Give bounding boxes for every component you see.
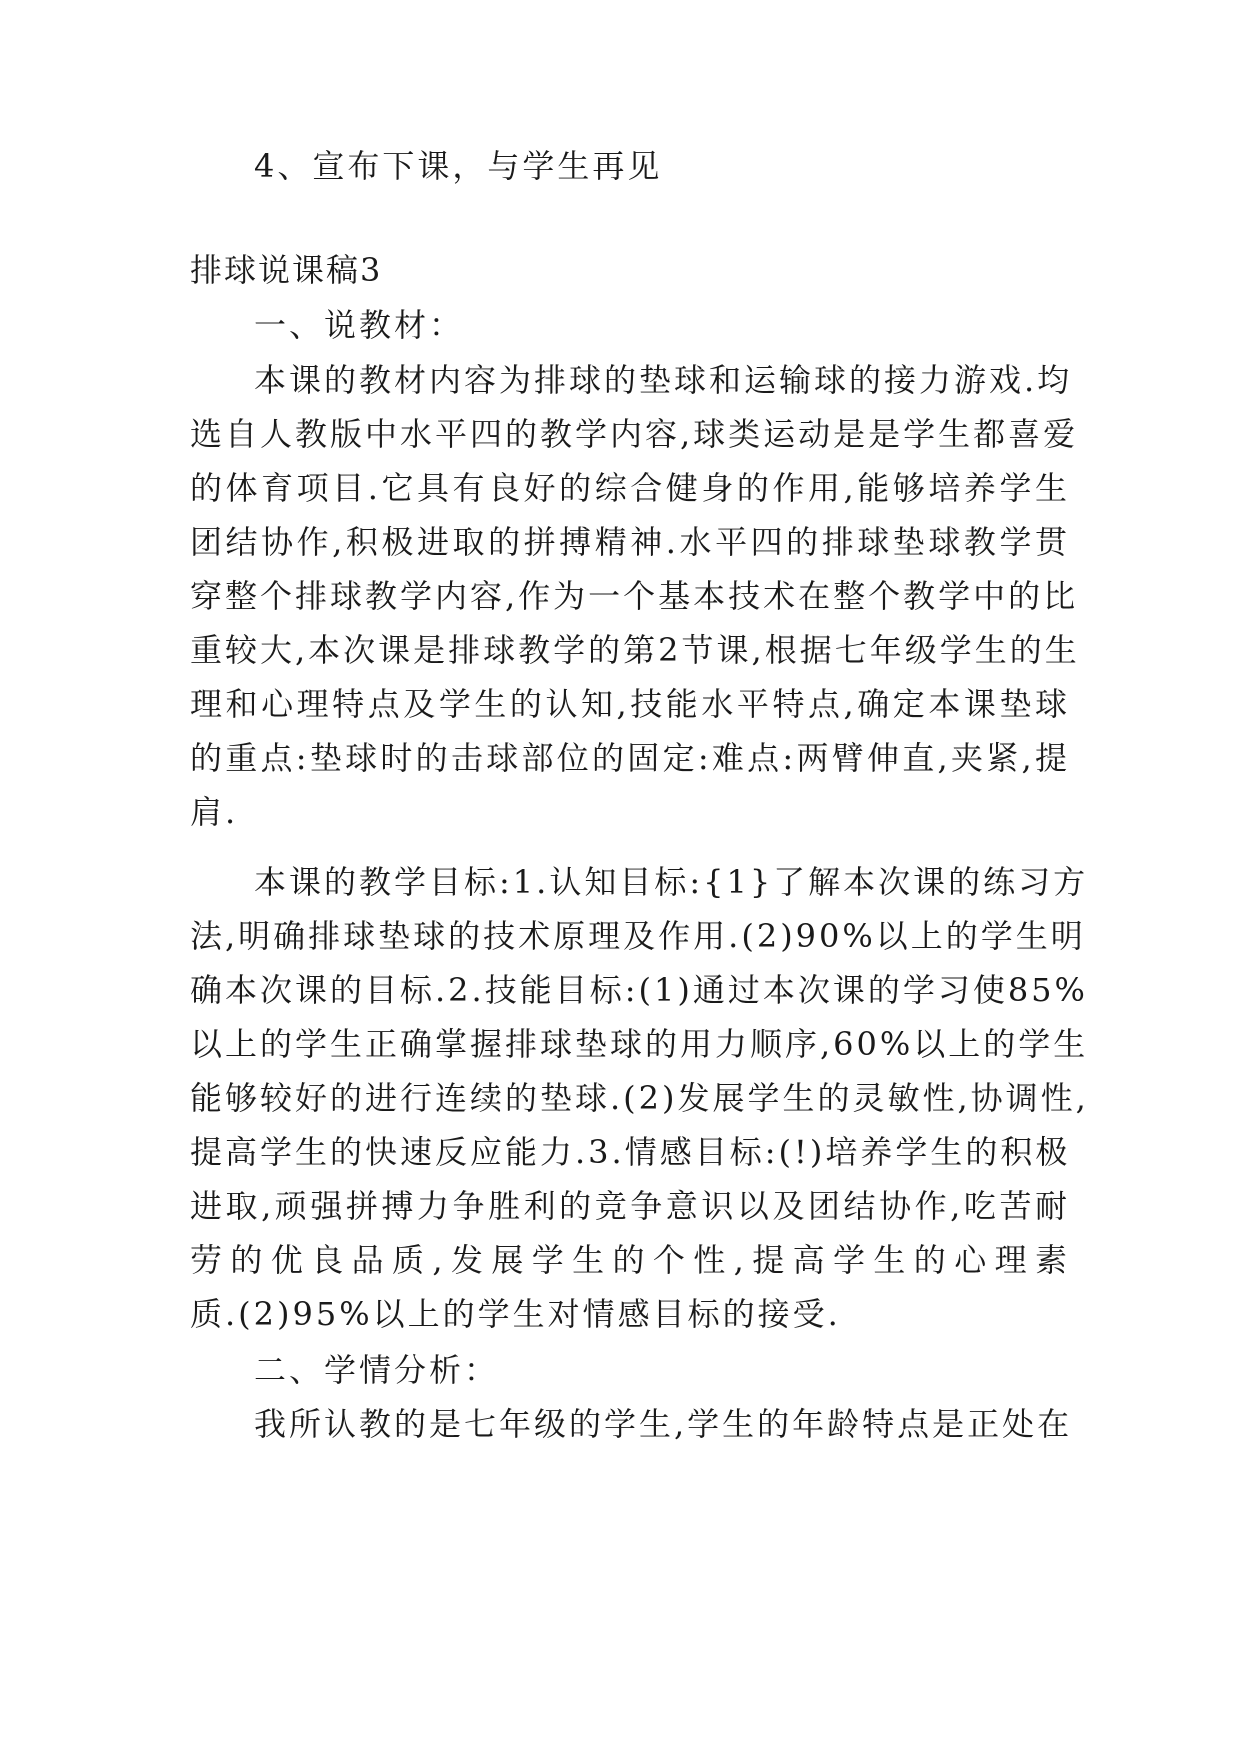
paragraph-line: 本课的教材内容为排球的垫球和运输球的接力游戏.均 (254, 361, 1073, 399)
paragraph-line: 肩. (190, 793, 239, 831)
paragraph-line: 本课的教学目标:1.认知目标:{1}了解本次课的练习方 (254, 863, 1089, 901)
heading-teaching-material: 一、说教材： (254, 306, 465, 344)
paragraph-line: 我所认教的是七年级的学生,学生的年龄特点是正处在 (254, 1405, 1073, 1443)
paragraph-line: 提高学生的快速反应能力.3.情感目标:(!)培养学生的积极 (190, 1133, 1071, 1171)
paragraph-line: 重较大,本次课是排球教学的第2节课,根据七年级学生的生 (190, 631, 1080, 669)
paragraph-line: 的体育项目.它具有良好的综合健身的作用,能够培养学生 (190, 469, 1070, 507)
paragraph-line: 以上的学生正确掌握排球垫球的用力顺序,60%以上的学生 (190, 1025, 1089, 1063)
paragraph-line: 选自人教版中水平四的教学内容,球类运动是是学生都喜爱 (190, 415, 1079, 453)
paragraph-line: 团结协作,积极进取的拼搏精神.水平四的排球垫球教学贯 (190, 523, 1070, 561)
paragraph-line: 穿整个排球教学内容,作为一个基本技术在整个教学中的比 (190, 577, 1079, 615)
paragraph-line: 质.(2)95%以上的学生对情感目标的接受. (190, 1295, 841, 1333)
heading-student-analysis: 二、学情分析： (254, 1351, 500, 1389)
paragraph-line: 进取,顽强拼搏力争胜利的竞争意识以及团结协作,吃苦耐 (190, 1187, 1070, 1225)
paragraph-line: 的重点:垫球时的击球部位的固定:难点:两臂伸直,夹紧,提 (190, 739, 1070, 777)
paragraph-line: 劳的优良品质,发展学生的个性,提高学生的心理素 (190, 1241, 1070, 1279)
closing-step: 4、宣布下课，与学生再见 (254, 147, 663, 185)
paragraph-line: 法,明确排球垫球的技术原理及作用.(2)90%以上的学生明 (190, 917, 1086, 955)
section-title: 排球说课稿3 (190, 251, 383, 289)
paragraph-line: 能够较好的进行连续的垫球.(2)发展学生的灵敏性,协调性, (190, 1079, 1089, 1117)
paragraph-line: 确本次课的目标.2.技能目标:(1)通过本次课的学习使85% (190, 971, 1088, 1009)
paragraph-line: 理和心理特点及学生的认知,技能水平特点,确定本课垫球 (190, 685, 1070, 723)
